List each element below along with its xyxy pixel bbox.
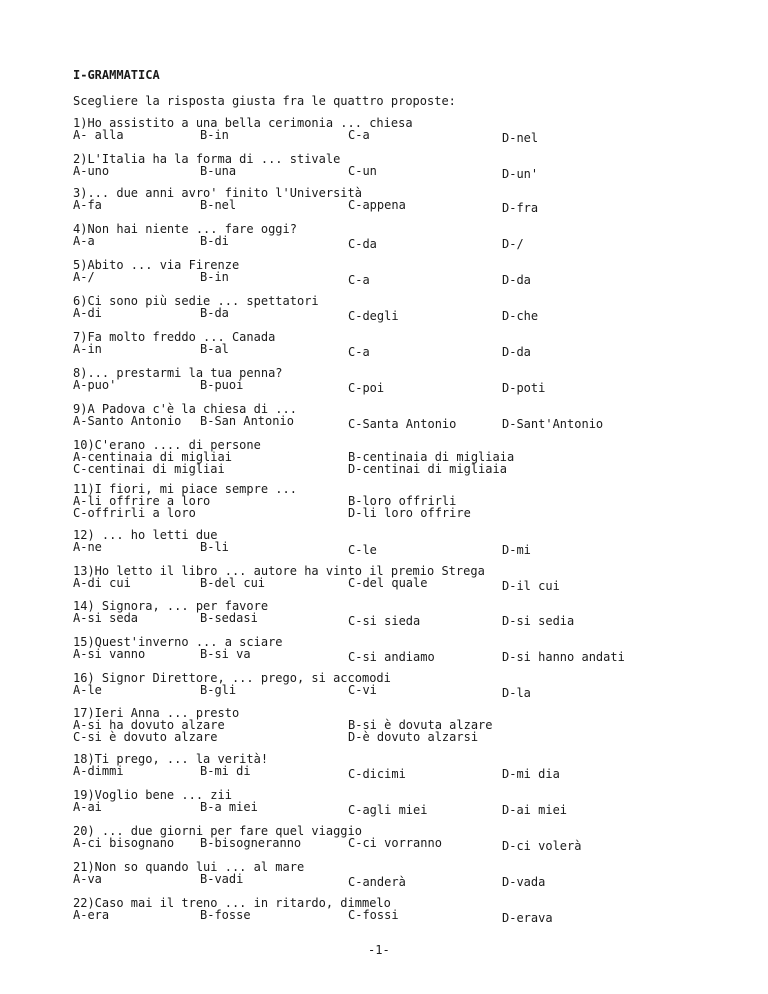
option-c: C-da (348, 237, 377, 251)
option-d: D-si sedia (502, 614, 575, 628)
option-c: C-appena (348, 198, 406, 212)
option-b: B-al (200, 342, 229, 356)
option-b: B-bisogneranno (200, 836, 302, 850)
question-text: 17)Ieri Anna ... presto (73, 706, 240, 720)
option-a: A-ne (73, 540, 102, 554)
option-c: C-degli (348, 309, 399, 323)
question-text: 4)Non hai niente ... fare oggi? (73, 222, 297, 236)
question-text: 8)... prestarmi la tua penna? (73, 366, 283, 380)
option-c: C-a (348, 345, 370, 359)
option-a: A-era (73, 908, 110, 922)
option-b: B-si va (200, 647, 251, 661)
option-d: D-ci volerà (502, 839, 582, 853)
option-a: A-va (73, 872, 102, 886)
option-b: B-sedasi (200, 611, 258, 625)
option-d: D-è dovuto alzarsi (348, 730, 479, 744)
option-c: C-si andiamo (348, 650, 435, 664)
question-text: 12) ... ho letti due (73, 528, 218, 542)
option-a: A-li offrire a loro (73, 494, 211, 508)
option-d: D-mi dia (502, 767, 560, 781)
option-b: B-li (200, 540, 229, 554)
option-a: A- alla (73, 128, 124, 142)
option-c: C-agli miei (348, 803, 428, 817)
option-d: D-Sant'Antonio (502, 417, 604, 431)
option-d: D-erava (502, 911, 553, 925)
question-text: 20) ... due giorni per fare quel viaggio (73, 824, 362, 838)
option-d: D-vada (502, 875, 546, 889)
option-b: B-in (200, 128, 229, 142)
option-c: C-a (348, 273, 370, 287)
option-a: A-uno (73, 164, 110, 178)
option-b: B-nel (200, 198, 237, 212)
question-text: 18)Ti prego, ... la verità! (73, 752, 269, 766)
option-d: D-un' (502, 167, 539, 181)
option-d: D-che (502, 309, 539, 323)
question-text: 13)Ho letto il libro ... autore ha vinto il premio Strega (73, 564, 485, 578)
question-text: 21)Non so quando lui ... al mare (73, 860, 305, 874)
option-d: D-il cui (502, 579, 560, 593)
question-text: 22)Caso mai il treno ... in ritardo, dimmelo (73, 896, 391, 910)
option-d: D-centinai di migliaia (348, 462, 507, 476)
option-b: B-loro offrirli (348, 494, 457, 508)
option-d: D-da (502, 273, 531, 287)
question-text: 9)A Padova c'è la chiesa di ... (73, 402, 297, 416)
option-b: B-centinaia di migliaia (348, 450, 515, 464)
option-d: D-nel (502, 131, 539, 145)
option-c: C-vi (348, 683, 377, 697)
option-c: C-centinai di migliai (73, 462, 225, 476)
question-text: 16) Signor Direttore, ... prego, si accomodi (73, 671, 391, 685)
option-d: D-poti (502, 381, 546, 395)
option-a: A-centinaia di migliai (73, 450, 232, 464)
option-c: C-del quale (348, 576, 428, 590)
option-d: D-li loro offrire (348, 506, 471, 520)
option-a: A-a (73, 234, 95, 248)
option-b: B-di (200, 234, 229, 248)
option-a: A-in (73, 342, 102, 356)
option-a: A-puo' (73, 378, 117, 392)
option-a: A-le (73, 683, 102, 697)
option-c: C-poi (348, 381, 385, 395)
question-text: 1)Ho assistito a una bella cerimonia ... chiesa (73, 116, 413, 130)
option-a: A-ai (73, 800, 102, 814)
option-a: A-fa (73, 198, 102, 212)
instructions: Scegliere la risposta giusta fra le quattro proposte: (73, 94, 456, 108)
option-d: D-si hanno andati (502, 650, 625, 664)
option-b: B-in (200, 270, 229, 284)
option-b: B-a miei (200, 800, 258, 814)
option-a: A-ci bisognano (73, 836, 175, 850)
page-number: -1- (368, 943, 390, 957)
option-b: B-gli (200, 683, 237, 697)
option-b: B-mi di (200, 764, 251, 778)
option-d: D-ai miei (502, 803, 568, 817)
question-text: 10)C'erano .... di persone (73, 438, 261, 452)
option-b: B-da (200, 306, 229, 320)
option-a: A-si seda (73, 611, 139, 625)
option-d: D-/ (502, 237, 524, 251)
option-c: C-a (348, 128, 370, 142)
option-a: A-Santo Antonio (73, 414, 182, 428)
option-c: C-si sieda (348, 614, 421, 628)
question-text: 6)Ci sono più sedie ... spettatori (73, 294, 319, 308)
option-a: A-dimmi (73, 764, 124, 778)
option-c: C-offrirli a loro (73, 506, 196, 520)
option-a: A-di cui (73, 576, 131, 590)
option-d: D-la (502, 686, 531, 700)
option-c: C-fossi (348, 908, 399, 922)
question-text: 11)I fiori, mi piace sempre ... (73, 482, 297, 496)
question-text: 5)Abito ... via Firenze (73, 258, 240, 272)
section-title: I-GRAMMATICA (73, 68, 160, 82)
option-c: C-un (348, 164, 377, 178)
question-text: 15)Quest'inverno ... a sciare (73, 635, 283, 649)
option-b: B-del cui (200, 576, 266, 590)
option-c: C-Santa Antonio (348, 417, 457, 431)
option-c: C-anderà (348, 875, 406, 889)
question-text: 2)L'Italia ha la forma di ... stivale (73, 152, 341, 166)
option-c: C-ci vorranno (348, 836, 442, 850)
option-a: A-si vanno (73, 647, 146, 661)
option-b: B-puoi (200, 378, 244, 392)
option-c: C-dicimi (348, 767, 406, 781)
option-d: D-fra (502, 201, 539, 215)
option-a: A-/ (73, 270, 95, 284)
question-text: 7)Fa molto freddo ... Canada (73, 330, 276, 344)
option-d: D-da (502, 345, 531, 359)
option-d: D-mi (502, 543, 531, 557)
option-c: C-le (348, 543, 377, 557)
question-text: 19)Voglio bene ... zii (73, 788, 232, 802)
option-a: A-si ha dovuto alzare (73, 718, 225, 732)
option-b: B-vadi (200, 872, 244, 886)
question-text: 3)... due anni avro' finito l'Università (73, 186, 362, 200)
option-b: B-una (200, 164, 237, 178)
option-b: B-San Antonio (200, 414, 294, 428)
option-b: B-fosse (200, 908, 251, 922)
question-text: 14) Signora, ... per favore (73, 599, 269, 613)
option-c: C-si è dovuto alzare (73, 730, 218, 744)
option-b: B-si è dovuta alzare (348, 718, 493, 732)
option-a: A-di (73, 306, 102, 320)
